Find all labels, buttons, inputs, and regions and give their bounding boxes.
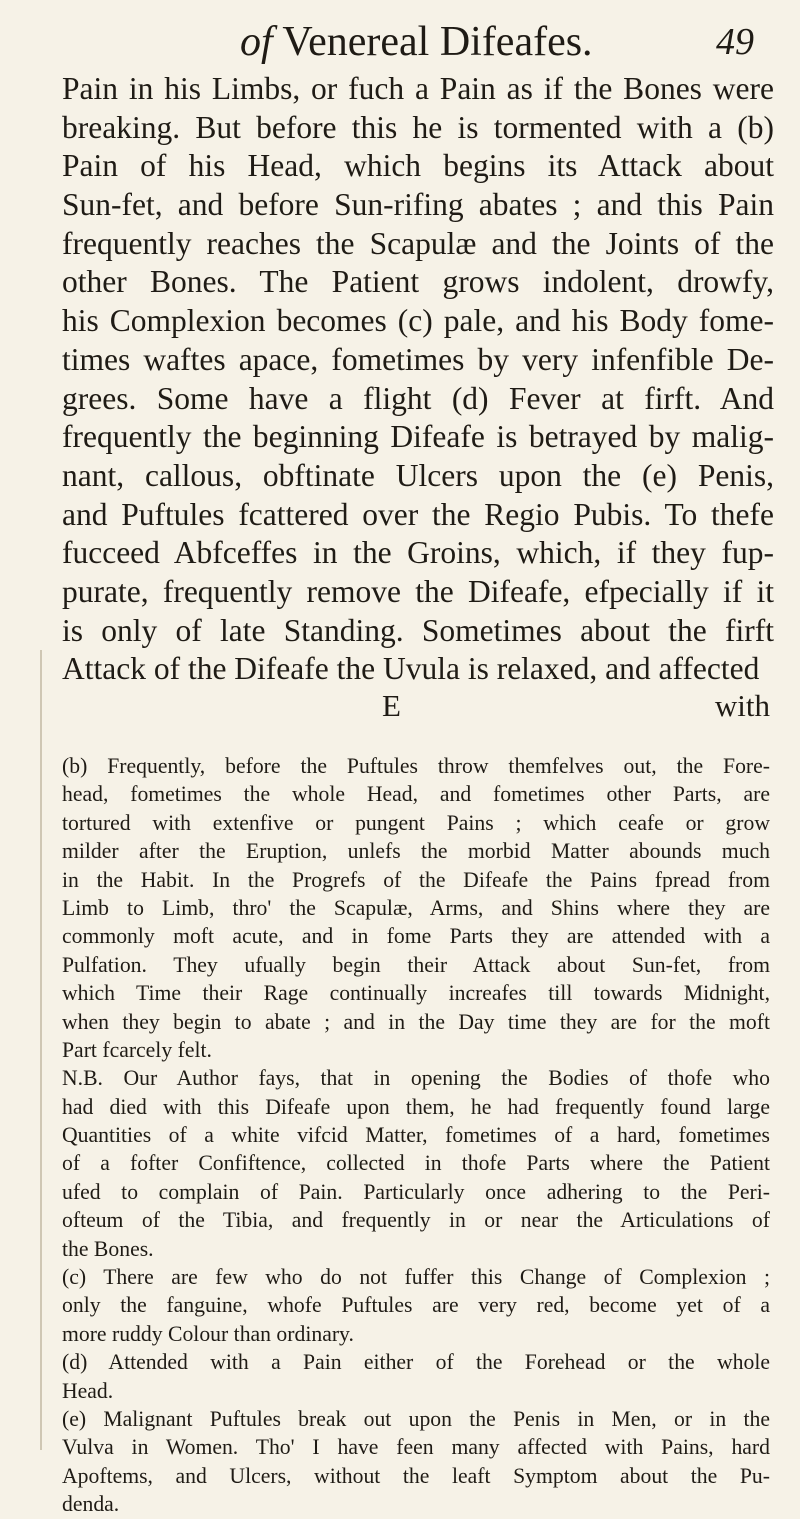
running-title-of: of bbox=[240, 19, 273, 65]
running-title bbox=[240, 18, 593, 66]
footnote-line: Head. bbox=[62, 1378, 114, 1403]
catchword: with bbox=[714, 688, 770, 723]
footnote-line: more ruddy Colour than ordinary. bbox=[62, 1321, 354, 1346]
text-line: Pain of his Head, which begins its Attack about bbox=[62, 148, 774, 184]
catchword-line bbox=[62, 688, 770, 728]
footnote-line: commonly moft acute, and in fome Parts they are attended with a bbox=[62, 924, 770, 949]
signature-mark: E bbox=[382, 688, 401, 723]
footnote-line: Pulfation. They ufually begin their Attack about Sun-fet, from bbox=[62, 952, 770, 977]
footnote-line: of a fofter Confiftence, collected in thofe Parts where the Patient bbox=[62, 1151, 770, 1176]
footnote-line: had died with this Difeafe upon them, he had frequently found large bbox=[62, 1094, 770, 1119]
text-line: fucceed Abfceffes in the Groins, which, if they fup- bbox=[62, 535, 774, 571]
footnote-line: denda. bbox=[62, 1492, 120, 1517]
footnote-line: the Bones. bbox=[62, 1236, 154, 1261]
footnote-line: (e) Malignant Puftules break out upon the Penis in Men, or in the bbox=[62, 1406, 770, 1431]
text-line: and Puftules fcattered over the Regio Pubis. To thefe bbox=[62, 496, 774, 532]
text-line: is only of late Standing. Sometimes about the firft bbox=[62, 612, 774, 648]
footnote-line: (d) Attended with a Pain either of the Forehead or the whole bbox=[62, 1350, 770, 1375]
text-line: times waftes apace, fometimes by very infenfible De- bbox=[62, 341, 774, 377]
text-line: frequently reaches the Scapulæ and the Joints of the bbox=[62, 225, 774, 261]
footnote-line: Part fcarcely felt. bbox=[62, 1037, 212, 1062]
text-line: Pain in his Limbs, or fuch a Pain as if the Bones were bbox=[62, 71, 774, 106]
footnote-line: head, fometimes the whole Head, and fometimes other Parts, are bbox=[62, 782, 770, 807]
footnote-line: in the Habit. In the Progrefs of the Difeafe the Pains fpread from bbox=[62, 867, 770, 892]
text-line: nant, callous, obftinate Ulcers upon the (e) Penis, bbox=[62, 457, 774, 493]
footnote-line: Vulva in Women. Tho' I have feen many affected with Pains, hard bbox=[62, 1435, 770, 1460]
footnote-line: which Time their Rage continually increafes till towards Midnight, bbox=[62, 981, 770, 1006]
footnote-line: Apoftems, and Ulcers, without the leaft Symptom about the Pu- bbox=[62, 1463, 770, 1488]
footnote-line: when they begin to abate ; and in the Day time they are for the moft bbox=[62, 1009, 770, 1034]
footnote-line: milder after the Eruption, unlefs the morbid Matter abounds much bbox=[62, 839, 770, 864]
text-line: breaking. But before this he is tormented with a (b) bbox=[62, 109, 774, 145]
page-number: 49 bbox=[716, 21, 754, 63]
text-line: frequently the beginning Difeafe is betrayed by malig- bbox=[62, 419, 774, 455]
footnote-line: Quantities of a white vifcid Matter, fometimes of a hard, fometimes bbox=[62, 1123, 770, 1148]
running-title-text: Venereal Difeafes. bbox=[282, 19, 593, 65]
footnote-line: tortured with extenfive or pungent Pains ; which ceafe or grow bbox=[62, 810, 770, 835]
footnote-line: (b) Frequently, before the Puftules throw themfelves out, the Fore- bbox=[62, 754, 770, 778]
text-line: Attack of the Difeafe the Uvula is relaxed, and affected bbox=[62, 651, 760, 687]
main-text bbox=[62, 70, 774, 689]
text-line: other Bones. The Patient grows indolent, drowfy, bbox=[62, 264, 774, 300]
text-line: Sun-fet, and before Sun-rifing abates ; and this Pain bbox=[62, 187, 774, 223]
footnote-line: ofteum of the Tibia, and frequently in or near the Articulations of bbox=[62, 1208, 770, 1233]
running-header bbox=[0, 10, 800, 70]
footnote-line: (c) There are few who do not fuffer this Change of Complexion ; bbox=[62, 1265, 770, 1290]
text-line: grees. Some have a flight (d) Fever at firft. And bbox=[62, 380, 774, 416]
footnote-line: ufed to complain of Pain. Particularly once adhering to the Peri- bbox=[62, 1179, 770, 1204]
footnote-line: only the fanguine, whofe Puftules are very red, become yet of a bbox=[62, 1293, 770, 1318]
text-line: purate, frequently remove the Difeafe, efpecially if it bbox=[62, 573, 774, 609]
page-edge bbox=[40, 650, 42, 1450]
text-line: his Complexion becomes (c) pale, and his Body fome- bbox=[62, 303, 774, 339]
footnote-line: N.B. Our Author fays, that in opening the Bodies of thofe who bbox=[62, 1066, 770, 1091]
footnotes bbox=[62, 752, 770, 1519]
footnote-line: Limb to Limb, thro' the Scapulæ, Arms, and Shins where they are bbox=[62, 895, 770, 920]
